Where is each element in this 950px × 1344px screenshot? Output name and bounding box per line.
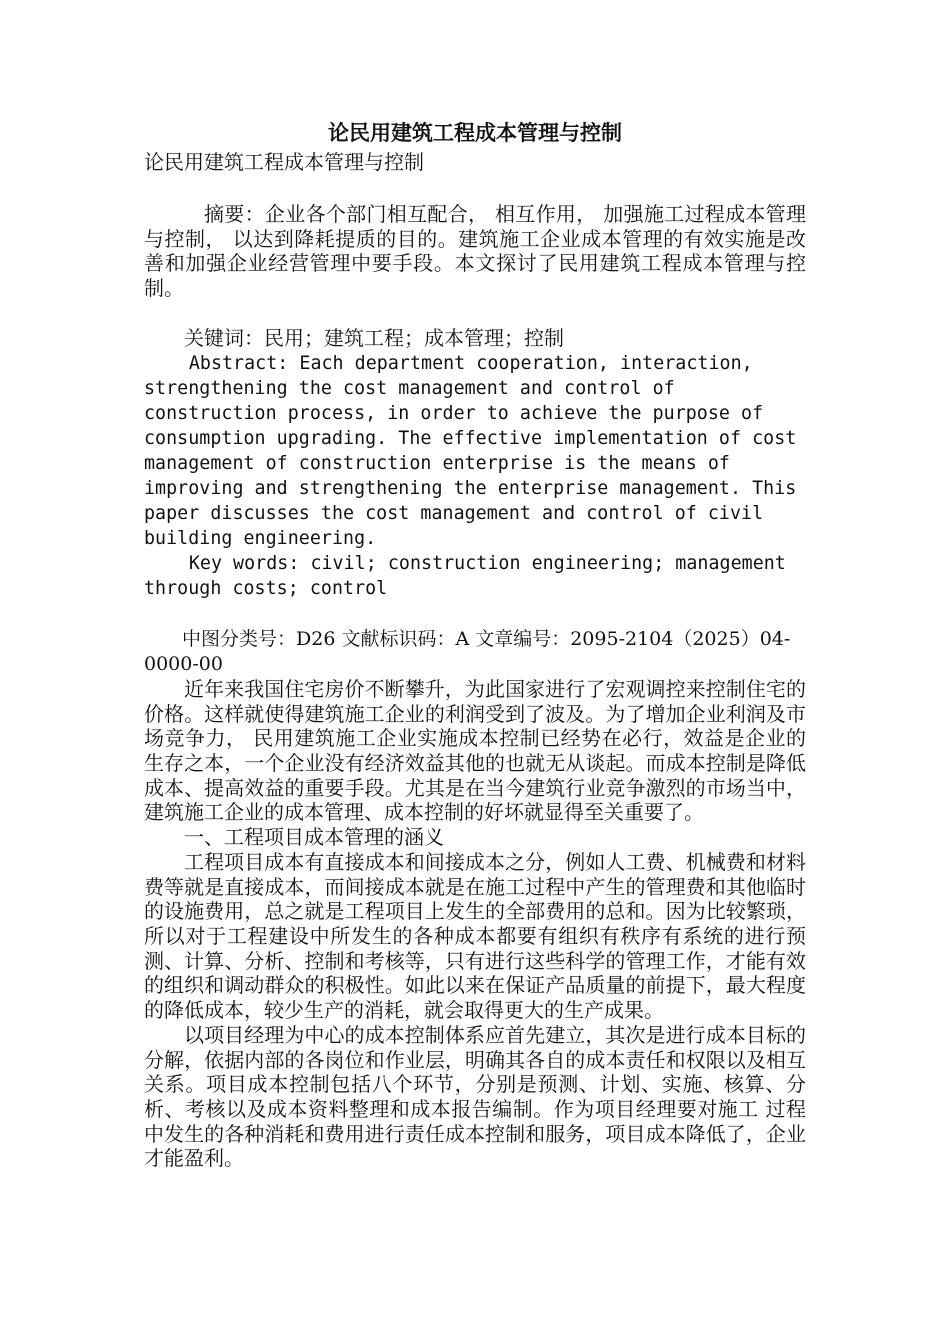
keywords-english: Key words: civil; construction engineering; management through costs; control bbox=[144, 552, 786, 599]
body-paragraph: 近年来我国住宅房价不断攀升，为此国家进行了宏观调控来控制住宅的价格。这样就使得建筑施工企业的利润受到了波及。为了增加企业利润及市场竞争力， 民用建筑施工企业实施成本控制已经势在必行，效益是企业的生存之本，一个企业没有经济效益其他的也就无从谈起。而成本控制是降低成本、提高效益的重要手段。尤其是在当今建筑行业竞争激烈的市场当中，建筑施工企业的成本管理、成本控制的好坏就显得至关重要了。 bbox=[144, 676, 806, 825]
document-page bbox=[144, 118, 806, 1171]
section-heading: 一、工程项目成本管理的涵义 bbox=[184, 825, 444, 850]
body-paragraph: 以项目经理为中心的成本控制体系应首先建立，其次是进行成本目标的分解，依据内部的各岗位和作业层，明确其各自的成本责任和权限以及相互关系。项目成本控制包括八个环节，分别是预测、计划、实施、核算、分析、考核以及成本资料整理和成本报告编制。作为项目经理要对施工 过程中发生的各种消耗和费用进行责任成本控制和服务，项目成本降低了，企业才能盈利。 bbox=[144, 1022, 806, 1171]
document-title: 论民用建筑工程成本管理与控制 bbox=[328, 121, 622, 145]
abstract-english: Abstract: Each department cooperation, interaction, strengthening the cost management and control of construction process, in order to achieve the purpose of consumption upgrading. The effective implementation of cost management of construction enterprise is the means of improving and strengthening the enterprise management. This paper discusses the cost management and control of civil building engineering. bbox=[144, 352, 797, 549]
abstract-chinese: 摘要：企业各个部门相互配合， 相互作用， 加强施工过程成本管理与控制， 以达到降耗提质的目的。建筑施工企业成本管理的有效实施是改善和加强企业经营管理中要手段。本文探讨了民用建筑工程成本管理与控制。 bbox=[144, 202, 806, 300]
document-subtitle: 论民用建筑工程成本管理与控制 bbox=[144, 150, 424, 174]
keywords-chinese: 关键词：民用；建筑工程；成本管理；控制 bbox=[184, 326, 564, 351]
classification-line: 中图分类号：D26 文献标识码：A 文章编号：2095-2104（2025）04-0000-00 bbox=[144, 627, 791, 675]
body-paragraph: 工程项目成本有直接成本和间接成本之分，例如人工费、机械费和材料费等就是直接成本，而间接成本就是在施工过程中产生的管理费和其他临时的设施费用，总之就是工程项目上发生的全部费用的总和。因为比较繁琐，所以对于工程建设中所发生的各种成本都要有组织有秩序有系统的进行预测、计算、分析、控制和考核等，只有进行这些科学的管理工作，才能有效的组织和调动群众的积极性。如此以来在保证产品质量的前提下，最大程度的降低成本，较少生产的消耗，就会取得更大的生产成果。 bbox=[144, 849, 806, 1023]
